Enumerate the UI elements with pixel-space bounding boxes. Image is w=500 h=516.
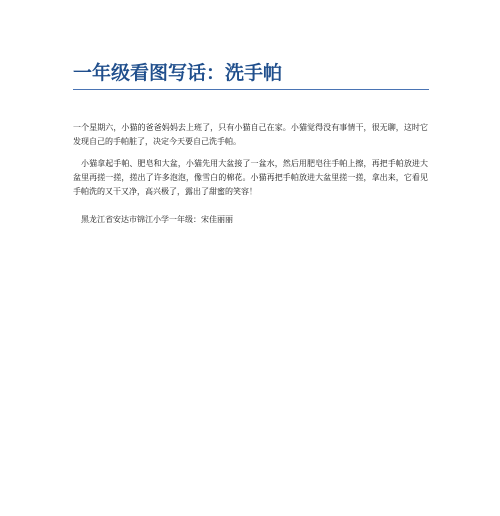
title-underline <box>73 89 429 90</box>
document-title: 一年级看图写话：洗手帕 <box>73 62 283 84</box>
paragraph-2: 小猫拿起手帕、肥皂和大盆，小猫先用大盆接了一盆水，然后用肥皂往手帕上擦，再把手帕放进大盆里再搓一搓，搓出了许多泡泡，像雪白的棉花。小猫再把手帕放进大盆里搓一搓，拿出来，它看见手帕洗的又干又净，高兴极了，露出了甜蜜的笑容！ <box>73 159 428 196</box>
author-signature: 黑龙江省安达市锦江小学一年级：宋佳丽丽 <box>81 215 233 224</box>
paragraph-1: 一个星期六，小猫的爸爸妈妈去上班了，只有小猫自己在家。小猫觉得没有事情干，很无聊，这时它发现自己的手帕脏了，决定今天要自己洗手帕。 <box>73 123 428 146</box>
